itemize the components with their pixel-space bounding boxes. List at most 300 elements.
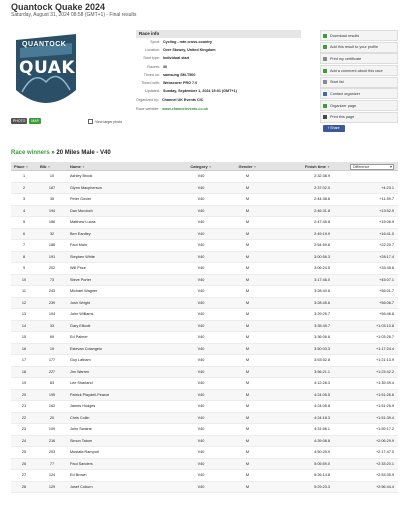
table-row[interactable] [11, 482, 398, 494]
action-organizer[interactable] [320, 100, 398, 111]
action-label: Add a comment about this race [330, 68, 383, 73]
cell-finish-time: 2:32:38.9 [314, 174, 330, 178]
cell-name[interactable]: Ed Palmer [70, 335, 88, 339]
cell-gender: M [245, 174, 250, 178]
cell-place: 16 [21, 346, 27, 351]
cell-bib: 177 [48, 358, 56, 362]
action-certificate[interactable] [320, 53, 398, 64]
cell-difference: +2:33:20.1 [375, 461, 394, 466]
cell-finish-time: 3:36:06.6 [314, 335, 330, 339]
cell-name[interactable]: Mustafa Rampuri [70, 450, 99, 454]
cell-difference [338, 171, 398, 182]
table-row[interactable] [11, 275, 398, 287]
table-row[interactable] [11, 286, 398, 298]
cell-finish-time: 2:46:31.8 [314, 208, 330, 213]
action-download[interactable] [320, 30, 398, 41]
cell-gender: M [245, 323, 250, 328]
cell-difference: +45:07.1 [379, 277, 394, 282]
cell-difference: +1:21:13.9 [375, 358, 394, 362]
cell-finish-time: 5:26:14.8 [314, 473, 330, 477]
cell-bib: 239 [48, 300, 56, 305]
cell-name[interactable]: Paul Sanders [70, 461, 93, 466]
cell-name[interactable]: Ed Brown [70, 473, 87, 477]
cell-category: V40 [197, 243, 205, 247]
action-label: Download results [330, 33, 360, 38]
cell-name[interactable]: Estevan Colangelo [70, 346, 102, 351]
header-place[interactable]: Place▼ [14, 164, 29, 169]
cell-difference: +1:51:39.4 [375, 415, 394, 420]
difference-select[interactable]: Difference [350, 164, 394, 170]
cell-category: V40 [197, 381, 205, 385]
race-info-row [136, 46, 301, 54]
cell-name[interactable]: John Swaine [70, 427, 92, 431]
cell-name[interactable]: Chris Collin [70, 415, 90, 420]
cell-place: 11 [22, 289, 26, 293]
table-row[interactable] [11, 401, 398, 413]
cell-name[interactable]: Simon Tatum [70, 438, 93, 443]
table-row[interactable] [11, 344, 398, 356]
action-mail[interactable] [320, 88, 398, 99]
cell-finish-time: 3:53:52.8 [314, 358, 330, 362]
cell-category: V40 [197, 197, 205, 201]
cell-difference: +1:39:49.4 [375, 381, 394, 385]
cell-place: 27 [21, 473, 27, 477]
cell-name[interactable]: Stephen White [70, 254, 95, 259]
race-info-value: Individual start [163, 56, 190, 61]
table-row[interactable] [11, 206, 398, 218]
cell-gender: M [245, 404, 250, 408]
table-row[interactable] [11, 447, 398, 459]
cell-bib: 20 [49, 415, 55, 420]
race-info-value: Over Stowey, United Kingdom [163, 48, 216, 53]
cell-category: V40 [197, 450, 205, 454]
cell-finish-time: 4:39:08.8 [314, 438, 330, 443]
certificate-icon [323, 57, 327, 61]
action-label: Print this page [330, 115, 355, 120]
cell-category: V40 [197, 484, 205, 489]
cell-bib: 35 [49, 197, 55, 201]
cell-place: 19 [21, 381, 27, 385]
table-row[interactable] [11, 309, 398, 321]
cell-category: V40 [197, 369, 205, 374]
cell-category: V40 [197, 323, 205, 328]
cell-place: 7 [22, 243, 26, 247]
race-info-key: Timed on: [143, 72, 160, 77]
results-header-row [11, 162, 398, 171]
race-info-key: Start type: [143, 56, 160, 61]
cell-place: 28 [21, 484, 27, 489]
cell-place: 22 [21, 415, 27, 420]
table-row[interactable] [11, 413, 398, 425]
cell-difference: +1:59:17.2 [375, 427, 394, 431]
cell-bib: 73 [49, 277, 55, 282]
cell-finish-time: 3:56:21.1 [314, 369, 330, 374]
cell-finish-time: 3:28:40.6 [314, 289, 330, 293]
cell-place: 13 [21, 312, 27, 316]
cell-gender: M [245, 277, 250, 282]
race-logo[interactable] [14, 30, 88, 114]
actions-panel [320, 30, 398, 132]
race-info-value: Sunday, September 1, 2024 15:01 (GMT+1) [163, 89, 237, 94]
cell-difference: +15:06.9 [379, 220, 394, 224]
cell-difference: +1:17:24.4 [375, 346, 394, 351]
table-row[interactable] [11, 240, 398, 252]
cell-name[interactable]: Peter Govier [70, 197, 92, 201]
cell-category: V40 [197, 185, 205, 190]
cell-name[interactable]: Ashley Brook [70, 174, 93, 178]
table-row[interactable] [11, 171, 398, 183]
cell-place: 26 [21, 461, 27, 466]
header-finish-time[interactable]: Finish time▼ [304, 164, 330, 169]
cell-category: V40 [197, 277, 205, 282]
cell-category: V40 [197, 438, 205, 443]
cell-gender: M [245, 473, 250, 477]
photo-badge[interactable]: PHOTO [13, 119, 26, 123]
cell-place: 8 [22, 254, 26, 259]
view-larger-photo-link[interactable] [88, 119, 122, 124]
cell-gender: M [245, 289, 250, 293]
header-bib[interactable]: Bib▼ [40, 164, 51, 169]
cell-difference: +56:01.7 [379, 289, 394, 293]
cell-difference: +2:06:29.9 [375, 438, 394, 443]
cell-finish-time: 3:50:03.3 [314, 346, 330, 351]
cell-finish-time: 2:37:02.0 [314, 185, 330, 190]
table-row[interactable] [11, 355, 398, 367]
action-label: Contact organizer [330, 91, 360, 96]
table-row[interactable] [11, 390, 398, 402]
cell-bib: 202 [48, 266, 56, 270]
cell-bib: 124 [48, 473, 56, 477]
cell-bib: 187 [48, 185, 56, 190]
cell-difference: +1:03:10.8 [375, 323, 394, 328]
cell-category: V40 [197, 266, 205, 270]
cell-name[interactable]: Steve Porter [70, 277, 92, 282]
table-row[interactable] [11, 183, 398, 195]
cell-bib: 19 [49, 346, 55, 351]
cell-gender: M [245, 381, 250, 385]
print-icon [323, 115, 327, 119]
cell-place: 14 [21, 323, 27, 328]
race-info-row [136, 38, 301, 46]
table-row[interactable] [11, 194, 398, 206]
race-info-value: Webscorer PRO 7.0 [163, 80, 198, 85]
race-info-key: Timed with: [141, 80, 160, 85]
facebook-share-button[interactable]: f Share [323, 125, 345, 132]
cell-category: V40 [197, 220, 205, 224]
cell-finish-time: 3:35:49.7 [314, 323, 330, 328]
cell-place: 5 [22, 220, 26, 224]
race-info-row [136, 79, 301, 87]
race-info-key: Updated: [145, 89, 160, 94]
cell-difference: +1:23:42.2 [375, 369, 394, 374]
race-website-link[interactable]: www.channelevents.co.uk [162, 107, 208, 112]
cell-place: 4 [22, 208, 26, 213]
cell-finish-time: 4:24:18.3 [314, 415, 330, 420]
header-gender[interactable]: Gender▼ [238, 164, 257, 169]
cell-bib: 162 [48, 404, 56, 408]
cell-place: 20 [21, 392, 27, 397]
cell-place: 2 [22, 185, 26, 190]
cell-gender: M [245, 231, 250, 236]
race-info-value: Cycling - mtn cross-country [163, 40, 212, 44]
table-row[interactable] [11, 321, 398, 333]
cell-finish-time: 4:31:56.1 [314, 427, 330, 431]
cell-category: V40 [197, 358, 205, 362]
cell-bib: 216 [48, 438, 56, 443]
cell-bib: 77 [49, 461, 55, 466]
cell-category: V40 [197, 461, 205, 466]
cell-difference: +11:59.7 [379, 197, 394, 201]
cell-difference: +13:52.9 [379, 208, 394, 213]
chevron-down-icon [390, 166, 392, 168]
cell-finish-time: 2:54:59.6 [314, 243, 330, 247]
cell-category: V40 [197, 289, 205, 293]
cell-name[interactable]: Guy Latham [70, 358, 91, 362]
cell-name[interactable]: Matthew Lucas [70, 220, 96, 224]
cell-bib: 203 [48, 450, 56, 454]
cell-bib: 69 [49, 335, 55, 339]
cell-finish-time: 4:50:25.9 [314, 450, 330, 454]
cell-difference: +1:03:26.7 [375, 335, 394, 339]
cell-category: V40 [197, 427, 205, 431]
cell-name[interactable]: Will Price [70, 266, 86, 270]
cell-bib: 109 [48, 427, 56, 431]
cell-gender: M [245, 346, 250, 351]
cell-difference: +28:17.4 [379, 254, 394, 259]
cell-difference: +2:17:47.0 [375, 450, 394, 454]
cell-difference: +1:51:26.6 [375, 392, 394, 397]
cell-gender: M [245, 312, 250, 316]
cell-gender: M [245, 427, 250, 431]
cell-place: 6 [22, 231, 26, 236]
cell-finish-time: 3:17:46.0 [314, 277, 330, 282]
cell-place: 18 [21, 369, 27, 374]
cell-name[interactable]: Glynn Macpherson [70, 185, 102, 190]
cell-gender: M [245, 266, 250, 270]
cell-gender: M [245, 461, 250, 466]
cell-finish-time: 4:12:28.3 [314, 381, 330, 385]
race-info-panel [136, 30, 301, 113]
cell-bib: 104 [48, 312, 56, 316]
cell-category: V40 [197, 174, 205, 178]
cell-gender: M [245, 392, 250, 397]
action-label: Start list [330, 80, 344, 85]
cell-place: 17 [21, 358, 27, 362]
cell-name[interactable]: Paul Main [70, 243, 87, 247]
cell-place: 9 [22, 266, 26, 270]
cell-finish-time: 3:29:25.7 [314, 312, 330, 316]
cell-gender: M [245, 208, 250, 213]
enlarge-icon [88, 119, 93, 124]
table-row[interactable] [11, 378, 398, 390]
organizer-icon [323, 104, 327, 108]
page-title: Quantock Quake 2024 [11, 2, 106, 12]
cell-bib: 186 [48, 220, 56, 224]
cell-bib: 129 [48, 484, 56, 489]
action-label: Print my certificate [330, 56, 362, 61]
cell-category: V40 [197, 254, 205, 259]
action-comment[interactable] [320, 65, 398, 76]
cell-category: V40 [197, 312, 205, 316]
cell-category: V40 [197, 415, 205, 420]
table-row[interactable] [11, 367, 398, 379]
cell-name[interactable]: Lee Sharland [70, 381, 93, 385]
cell-gender: M [245, 220, 250, 224]
add-profile-icon [323, 45, 327, 49]
table-row[interactable] [11, 424, 398, 436]
cell-place: 24 [21, 438, 27, 443]
list-icon [323, 80, 327, 84]
cell-name[interactable]: Patrick Playdell-Pearce [70, 392, 110, 397]
cell-bib: 33 [49, 323, 55, 328]
cell-difference: +22:20.7 [379, 243, 394, 247]
cell-gender: M [245, 185, 250, 190]
logo-main-text: QUAKE [19, 58, 88, 78]
action-label: Add this result to your profile [330, 45, 379, 50]
cell-place: 15 [21, 335, 27, 339]
cell-category: V40 [197, 300, 205, 305]
cell-name[interactable]: Gary Ellicott [70, 323, 91, 328]
table-row[interactable] [11, 332, 398, 344]
cell-name[interactable]: Dan Murdoch [70, 208, 93, 213]
cell-bib: 10 [49, 174, 55, 178]
cell-difference: +56:46.8 [379, 312, 394, 316]
cell-finish-time: 4:24:05.5 [314, 392, 330, 397]
cell-difference: +56:06.7 [379, 300, 394, 305]
cell-finish-time: 2:47:45.8 [314, 220, 330, 224]
cell-bib: 199 [48, 392, 56, 397]
cell-gender: M [245, 197, 250, 201]
cell-bib: 83 [49, 381, 55, 385]
race-info-row [136, 71, 301, 79]
cell-bib: 188 [48, 243, 56, 247]
cell-name[interactable]: Josef Coburn [70, 484, 93, 489]
cell-finish-time: 2:49:19.9 [314, 231, 330, 236]
cell-bib: 32 [49, 231, 55, 236]
header-name[interactable]: Name▼ [70, 164, 85, 169]
cell-gender: M [245, 438, 250, 443]
organizer-name: Channel UK Events CIC [161, 98, 204, 103]
cell-place: 12 [21, 300, 27, 305]
cell-bib: 243 [48, 289, 56, 293]
table-row[interactable] [11, 217, 398, 229]
cell-name[interactable]: Jim Warren [70, 369, 90, 374]
cell-name[interactable]: James Hodges [70, 404, 96, 408]
section-heading [11, 150, 111, 156]
cell-gender: M [245, 484, 250, 489]
cell-gender: M [245, 415, 250, 420]
cell-finish-time: 2:44:38.6 [314, 197, 330, 201]
cell-place: 1 [22, 174, 26, 178]
table-row[interactable] [11, 470, 398, 482]
cell-difference: +1:51:26.9 [375, 404, 394, 408]
cell-category: V40 [197, 404, 205, 408]
cell-difference: +33:45.6 [379, 266, 394, 270]
organizer-label: Organized by: [136, 98, 159, 103]
race-info-heading: Race info [136, 30, 301, 38]
cell-place: 23 [21, 427, 27, 431]
cell-category: V40 [197, 473, 205, 477]
cell-name[interactable]: Michael Wagner [70, 289, 98, 293]
cell-name[interactable]: Josh Wright [70, 300, 90, 305]
comment-icon [323, 69, 327, 73]
table-row[interactable] [11, 229, 398, 241]
cell-difference: +16:41.0 [379, 231, 394, 236]
download-icon [323, 34, 327, 38]
table-row[interactable] [11, 436, 398, 448]
cell-gender: M [245, 369, 250, 374]
race-info-row [136, 87, 301, 95]
race-winners-link[interactable]: Race winners [11, 150, 50, 156]
race-info-key: Racers: [147, 64, 160, 69]
race-info-value: 30 [163, 64, 168, 69]
map-badge[interactable]: MAP [31, 119, 39, 123]
race-info-key: Location: [145, 48, 160, 53]
cell-gender: M [245, 254, 250, 259]
race-info-value: samsung SM-T500 [163, 72, 196, 77]
action-add-profile[interactable] [320, 42, 398, 53]
cell-bib: 227 [48, 369, 56, 374]
cell-gender: M [245, 358, 250, 362]
view-larger-photo-label: View larger photo [95, 119, 123, 124]
cell-category: V40 [197, 208, 205, 213]
cell-category: V40 [197, 392, 205, 397]
cell-bib: 194 [48, 208, 56, 213]
cell-finish-time: 5:05:59.0 [314, 461, 330, 466]
cell-gender: M [245, 335, 250, 339]
cell-finish-time: 3:28:45.6 [314, 300, 330, 305]
race-info-row [136, 63, 301, 71]
category-title: 20 Miles Male - V40 [56, 150, 111, 156]
cell-place: 3 [22, 197, 26, 201]
action-label: Organizer page [330, 103, 357, 108]
race-info-key: Sport: [150, 40, 160, 44]
cell-category: V40 [197, 335, 205, 339]
cell-gender: M [245, 243, 250, 247]
cell-place: 21 [21, 404, 27, 408]
website-row [136, 105, 301, 113]
header-difference [338, 162, 398, 170]
cell-place: 10 [21, 277, 27, 282]
cell-difference: +2:53:35.9 [375, 473, 394, 477]
logo-top-text: QUANTOCK [22, 41, 67, 48]
breadcrumb-separator: » [51, 150, 55, 156]
cell-difference: +2:56:44.4 [375, 484, 394, 489]
header-category[interactable]: Category▼ [190, 164, 212, 169]
mail-icon [323, 92, 327, 96]
table-row[interactable] [11, 252, 398, 264]
cell-finish-time: 5:29:23.3 [314, 484, 330, 489]
action-list[interactable] [320, 77, 398, 88]
cell-difference: +4:23.1 [381, 185, 394, 190]
cell-gender: M [245, 300, 250, 305]
table-row[interactable] [11, 459, 398, 471]
table-row[interactable] [11, 263, 398, 275]
table-row[interactable] [11, 298, 398, 310]
cell-finish-time: 3:06:24.5 [314, 266, 330, 270]
cell-bib: 191 [48, 254, 56, 259]
cell-name[interactable]: John Williams [70, 312, 94, 316]
organizer-row [136, 96, 301, 104]
website-label: Race website: [136, 107, 160, 112]
action-print[interactable] [320, 112, 398, 123]
page-subtitle: Saturday, August 31, 2024 08:58 (GMT+1) - Final results [11, 12, 137, 18]
cell-finish-time: 3:00:56.3 [314, 254, 330, 259]
cell-category: V40 [197, 346, 205, 351]
results-table [11, 162, 398, 493]
cell-name[interactable]: Ben Eardley [70, 231, 91, 236]
cell-gender: M [245, 450, 250, 454]
